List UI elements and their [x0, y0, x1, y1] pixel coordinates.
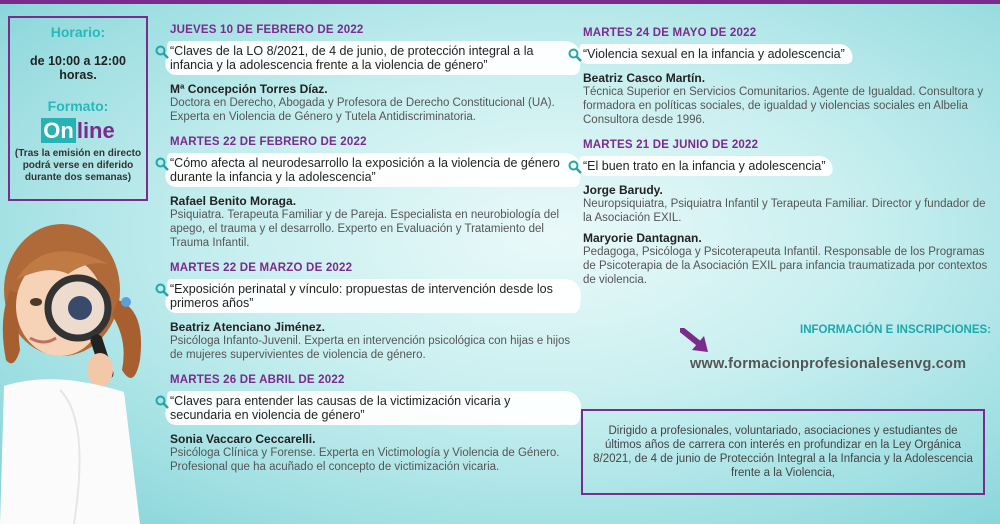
speaker-bio: Psiquiatra. Terapeuta Familiar y de Pareja. Especialista en neurobiología del apego, el trauma y el desarrollo. Experto en Evaluación y Tratamiento del Trauma Infantil. [170, 209, 560, 249]
magnifier-icon [155, 395, 169, 409]
speaker-name: Mª Concepción Torres Díaz. [170, 82, 328, 96]
schedule-box [8, 16, 148, 201]
speaker-name: Sonia Vaccaro Ceccarelli. [170, 432, 316, 446]
info-title: INFORMACIÓN E INSCRIPCIONES: [800, 324, 992, 336]
event-date: MARTES 22 DE MARZO DE 2022 [170, 262, 353, 274]
schedule-hours: de 10:00 a 12:00 horas. [30, 54, 126, 82]
talk-title: “El buen trato en la infancia y adolescencia” [583, 159, 993, 173]
magnifier-icon [155, 157, 169, 171]
magnifier-icon [568, 160, 582, 174]
speaker-name: Beatriz Casco Martín. [583, 71, 706, 85]
event-date: MARTES 21 DE JUNIO DE 2022 [583, 139, 759, 151]
event-4 [170, 374, 575, 474]
format-note: (Tras la emisión en directo podrá verse en diferido durante dos semanas) [14, 148, 142, 183]
magnifier-icon [155, 283, 169, 297]
event-date: MARTES 24 DE MAYO DE 2022 [583, 27, 757, 39]
magnifier-icon [568, 48, 582, 62]
arrow-icon [680, 328, 710, 352]
online-logo: On line [43, 118, 115, 143]
speaker-name: Rafael Benito Moraga. [170, 194, 297, 208]
events-column-left [170, 24, 575, 474]
girl-with-magnifier-illustration [0, 210, 155, 524]
speaker-name: Jorge Barudy. [583, 183, 663, 197]
speaker-bio: Técnica Superior en Servicios Comunitarios. Agente de Igualdad. Consultora y formadora en políticas sociales, de igualdad y violencias sociales en Albelia Consultora desde 1996. [583, 86, 984, 126]
event-date: JUEVES 10 DE FEBRERO DE 2022 [170, 24, 364, 36]
registration-link[interactable]: www.formacionprofesionalesenvg.com [690, 356, 967, 372]
format-label: Formato: [47, 98, 109, 114]
top-bar [0, 0, 1000, 4]
speaker-name: Beatriz Atenciano Jiménez. [170, 320, 325, 334]
schedule-label: Horario: [50, 24, 106, 40]
talk-title: “Claves de la LO 8/2021, de 4 de junio, de protección integral a la infancia y la adolescencia frente a la violencia de género” [170, 44, 575, 72]
speaker-bio: Psicóloga Clínica y Forense. Experta en Victimología y Violencia de Género. Profesional que ha acuñado el concepto de victimización vicaria. [170, 447, 560, 473]
speaker-bio: Pedagoga, Psicóloga y Psicoterapeuta Infantil. Responsable de los Programas de Psicoterapia de la Asociación EXIL para infancia traumatizada por contextos de violencia. [583, 246, 988, 286]
event-3 [170, 262, 575, 362]
talk-title: “Violencia sexual en la infancia y adolescencia” [583, 47, 993, 61]
target-audience-box: Dirigido a profesionales, voluntariado, asociaciones y estudiantes de últimos años de carrera con interés en profundizar en la Ley Orgánica 8/2021, de 4 de junio de Protección Integral a la Infancia y la Adolescencia frente a la Violencia, [581, 409, 985, 495]
event-5 [583, 27, 993, 127]
speaker-bio: Neuropsiquiatra, Psiquiatra Infantil y Terapeuta Familiar. Director y fundador de la Asociación EXIL. [583, 198, 986, 224]
event-6 [583, 139, 993, 287]
event-1 [170, 24, 575, 124]
magnifier-icon [155, 45, 169, 59]
events-column-right [583, 27, 993, 287]
speaker-name: Maryorie Dantagnan. [583, 231, 702, 245]
talk-title: “Cómo afecta al neurodesarrollo la exposición a la violencia de género durante la infancia y la adolescencia” [170, 156, 575, 184]
speaker-bio: Doctora en Derecho, Abogada y Profesora de Derecho Constitucional (UA). Experta en Violencia de Género y Tutela Antidiscriminatoria. [170, 97, 555, 123]
event-2 [170, 136, 575, 250]
talk-title: “Exposición perinatal y vínculo: propuestas de intervención desde los primeros años” [170, 282, 575, 310]
talk-title: “Claves para entender las causas de la victimización vicaria y secundaria en violencia de género” [170, 394, 575, 422]
event-date: MARTES 22 DE FEBRERO DE 2022 [170, 136, 367, 148]
speaker-bio: Psicóloga Infanto-Juvenil. Experta en intervención psicológica con hijas e hijos de mujeres supervivientes de violencia de género. [170, 335, 571, 361]
event-date: MARTES 26 DE ABRIL DE 2022 [170, 374, 345, 386]
